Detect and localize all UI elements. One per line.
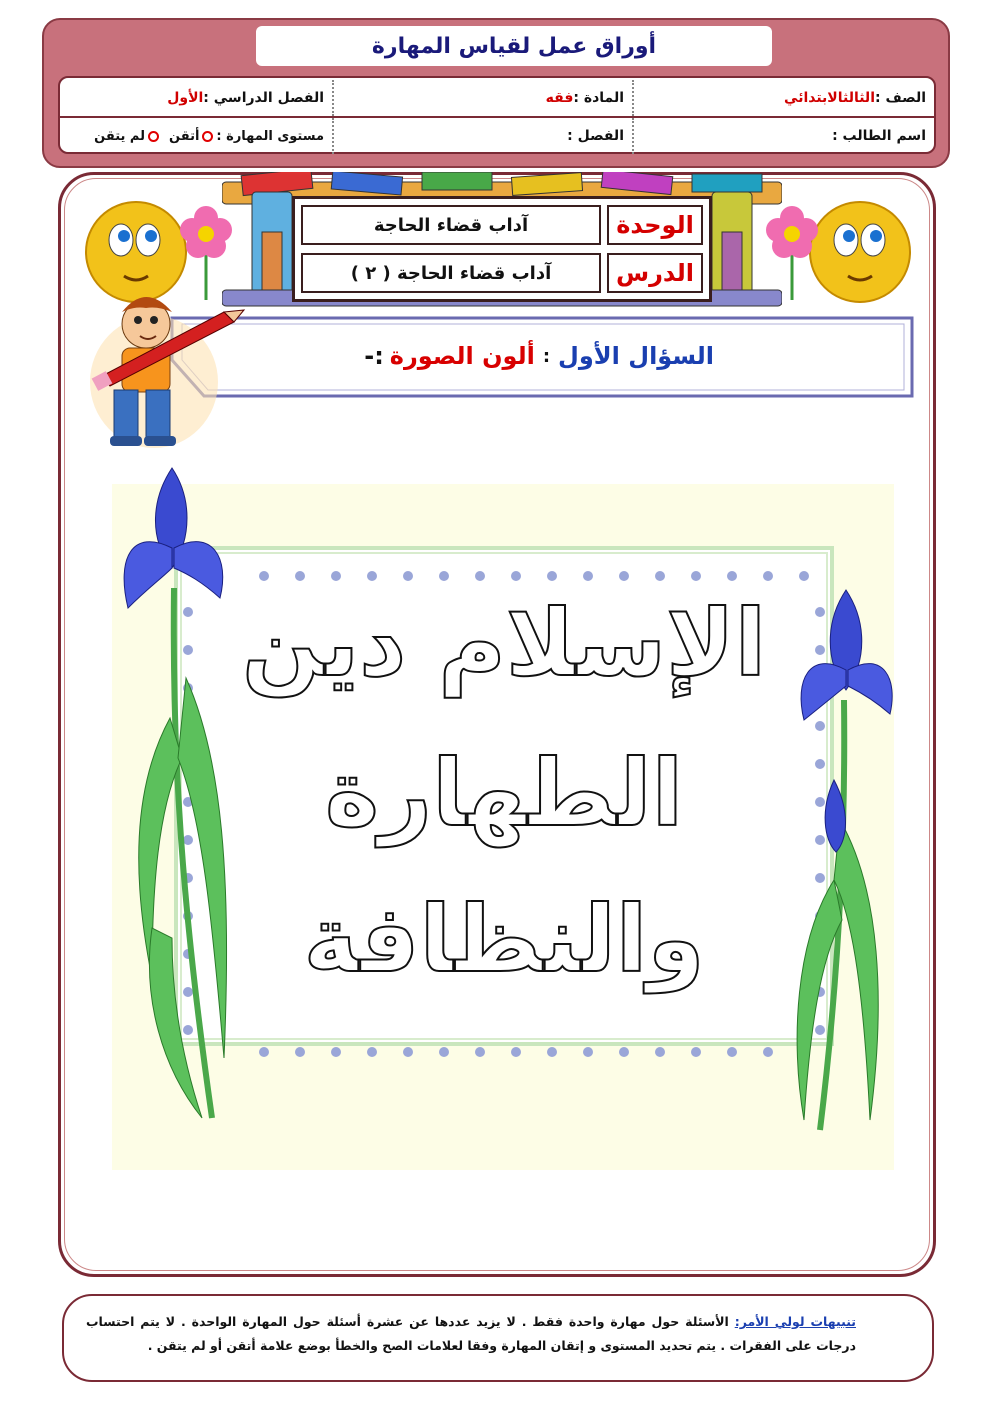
student-label: اسم الطالب : bbox=[832, 128, 926, 144]
term-label: الفصل الدراسي : bbox=[203, 90, 324, 106]
skill-label: مستوى المهارة : bbox=[216, 128, 324, 144]
class-label: الفصل : bbox=[567, 128, 624, 144]
question-line bbox=[230, 336, 910, 376]
lesson-value: آداب قضاء الحاجة ( ٢ ) bbox=[301, 253, 601, 293]
boy-with-pencil-icon bbox=[84, 282, 254, 452]
not-mastered-option: لم يتقن bbox=[94, 128, 146, 144]
grade-value: الثالثالابتدائي bbox=[784, 90, 875, 106]
coloring-line-3: والنظافة bbox=[303, 886, 705, 993]
footer-notes bbox=[86, 1310, 856, 1370]
coloring-text-area bbox=[180, 590, 828, 1030]
mastered-option: أتقن bbox=[169, 128, 200, 144]
page-title: أوراق عمل لقياس المهارة bbox=[371, 33, 657, 59]
unit-label: الوحدة bbox=[607, 205, 703, 245]
coloring-line-2: الطهارة bbox=[324, 740, 684, 847]
student-info-table bbox=[58, 76, 936, 154]
subject-cell bbox=[334, 80, 634, 116]
question-label: السؤال الأول bbox=[558, 342, 714, 370]
grade-cell bbox=[634, 80, 934, 116]
question-separator: : bbox=[542, 345, 551, 367]
info-row-1 bbox=[60, 80, 934, 118]
unit-value: آداب قضاء الحاجة bbox=[301, 205, 601, 245]
student-cell bbox=[634, 118, 934, 154]
subject-label: المادة : bbox=[573, 90, 624, 106]
not-mastered-circle-icon[interactable] bbox=[148, 131, 159, 142]
skill-cell bbox=[60, 118, 334, 154]
subject-value: فقه bbox=[545, 90, 574, 106]
lesson-label: الدرس bbox=[607, 253, 703, 293]
lesson-row bbox=[301, 253, 703, 293]
question-tail: :- bbox=[364, 342, 384, 370]
title-box bbox=[256, 26, 772, 66]
term-cell bbox=[60, 80, 334, 116]
term-value: الأول bbox=[167, 90, 204, 106]
question-body: ألون الصورة bbox=[389, 342, 535, 370]
unit-row bbox=[301, 205, 703, 245]
class-cell bbox=[334, 118, 634, 154]
unit-lesson-table bbox=[292, 196, 712, 302]
footer-label: تنبيهات لولي الأمر: bbox=[734, 1314, 856, 1329]
smiley-flower-icon-right bbox=[760, 190, 920, 310]
info-row-2 bbox=[60, 118, 934, 154]
footer-text: الأسئلة حول مهارة واحدة فقط . لا يزيد عددها عن عشرة أسئلة حول المهارة الواحدة . لا يتم احتساب درجات على الفقرات . يتم تحديد المستوى و إتقان المهارة وفقا لعلامات الصح والخطأ بوضع علامة أتقن أو لم يتقن . bbox=[86, 1314, 856, 1353]
mastered-circle-icon[interactable] bbox=[202, 131, 213, 142]
coloring-line-1: الإسلام دين bbox=[241, 590, 767, 697]
grade-label: الصف : bbox=[875, 90, 926, 106]
